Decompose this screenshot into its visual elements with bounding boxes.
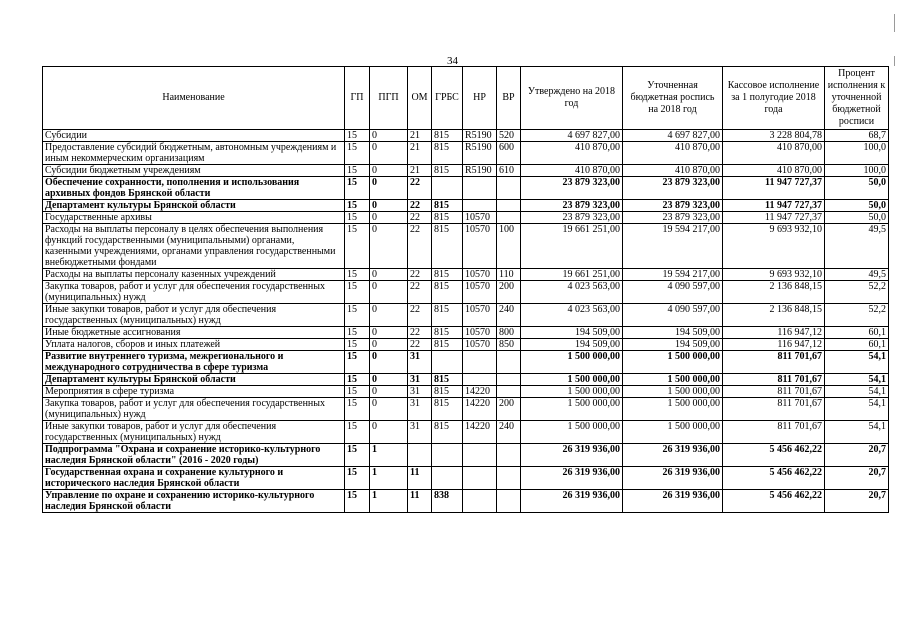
cell-approved: 1 500 000,00	[521, 351, 623, 374]
cell-approved: 4 023 563,00	[521, 304, 623, 327]
cell-nr: 10570	[463, 304, 497, 327]
cell-gp: 15	[345, 339, 370, 351]
cell-vr: 240	[497, 304, 521, 327]
cell-percent: 100,0	[825, 142, 889, 165]
cell-vr: 240	[497, 421, 521, 444]
cell-executed: 811 701,67	[723, 374, 825, 386]
cell-nr	[463, 200, 497, 212]
cell-percent: 50,0	[825, 177, 889, 200]
cell-vr	[497, 490, 521, 513]
cell-name: Субсидии	[43, 130, 345, 142]
cell-approved: 1 500 000,00	[521, 386, 623, 398]
cell-vr: 200	[497, 398, 521, 421]
cell-refined: 26 319 936,00	[623, 444, 723, 467]
cell-approved: 1 500 000,00	[521, 398, 623, 421]
header-grbs: ГРБС	[432, 67, 463, 130]
cell-nr	[463, 490, 497, 513]
cell-name: Обеспечение сохранности, пополнения и использования архивных фондов Брянской области	[43, 177, 345, 200]
cell-refined: 26 319 936,00	[623, 467, 723, 490]
cell-percent: 49,5	[825, 224, 889, 269]
header-gp: ГП	[345, 67, 370, 130]
cell-vr: 610	[497, 165, 521, 177]
table-row	[43, 130, 889, 142]
cell-name: Закупка товаров, работ и услуг для обеспечения государственных (муниципальных) нужд	[43, 398, 345, 421]
cell-nr: 14220	[463, 421, 497, 444]
cell-name: Управление по охране и сохранению историко-культурного наследия Брянской области	[43, 490, 345, 513]
cell-nr	[463, 177, 497, 200]
cell-executed: 11 947 727,37	[723, 177, 825, 200]
cell-name: Департамент культуры Брянской области	[43, 200, 345, 212]
cell-nr: 10570	[463, 327, 497, 339]
cell-refined: 1 500 000,00	[623, 374, 723, 386]
cell-vr	[497, 351, 521, 374]
header-om: ОМ	[408, 67, 432, 130]
cell-om: 31	[408, 374, 432, 386]
cell-nr	[463, 374, 497, 386]
header-nr: НР	[463, 67, 497, 130]
cell-executed: 811 701,67	[723, 421, 825, 444]
cell-name: Уплата налогов, сборов и иных платежей	[43, 339, 345, 351]
cell-executed: 410 870,00	[723, 165, 825, 177]
cell-gp: 15	[345, 269, 370, 281]
cell-grbs: 815	[432, 421, 463, 444]
cell-vr: 850	[497, 339, 521, 351]
cell-pgp: 0	[370, 339, 408, 351]
cell-vr	[497, 200, 521, 212]
cell-grbs	[432, 351, 463, 374]
cell-gp: 15	[345, 224, 370, 269]
cell-vr	[497, 177, 521, 200]
cell-executed: 2 136 848,15	[723, 304, 825, 327]
cell-refined: 194 509,00	[623, 339, 723, 351]
cell-nr: 10570	[463, 339, 497, 351]
cell-grbs	[432, 177, 463, 200]
cell-grbs: 815	[432, 398, 463, 421]
cell-vr: 800	[497, 327, 521, 339]
cell-pgp: 1	[370, 467, 408, 490]
cell-grbs	[432, 467, 463, 490]
cell-pgp: 0	[370, 177, 408, 200]
cell-pgp: 0	[370, 281, 408, 304]
table-row	[43, 327, 889, 339]
cell-om: 22	[408, 327, 432, 339]
cell-vr	[497, 467, 521, 490]
cell-approved: 1 500 000,00	[521, 421, 623, 444]
cell-executed: 9 693 932,10	[723, 224, 825, 269]
cell-pgp: 0	[370, 269, 408, 281]
cell-name: Иные бюджетные ассигнования	[43, 327, 345, 339]
cell-gp: 15	[345, 351, 370, 374]
cell-executed: 3 228 804,78	[723, 130, 825, 142]
table-row	[43, 351, 889, 374]
cell-vr: 600	[497, 142, 521, 165]
cell-executed: 811 701,67	[723, 351, 825, 374]
cell-name: Расходы на выплаты персоналу казенных учреждений	[43, 269, 345, 281]
cell-grbs: 815	[432, 374, 463, 386]
cell-nr: 14220	[463, 398, 497, 421]
cell-pgp: 0	[370, 398, 408, 421]
cell-pgp: 0	[370, 386, 408, 398]
cell-approved: 19 661 251,00	[521, 269, 623, 281]
header-percent: Процент исполнения к уточненной бюджетной росписи	[825, 67, 889, 130]
cell-grbs: 815	[432, 130, 463, 142]
table-row	[43, 269, 889, 281]
cell-gp: 15	[345, 212, 370, 224]
cell-vr: 100	[497, 224, 521, 269]
cell-om: 22	[408, 200, 432, 212]
cell-approved: 194 509,00	[521, 339, 623, 351]
cell-executed: 5 456 462,22	[723, 490, 825, 513]
table-row	[43, 374, 889, 386]
cell-percent: 50,0	[825, 200, 889, 212]
header-approved: Утверждено на 2018 год	[521, 67, 623, 130]
cell-om: 31	[408, 421, 432, 444]
table-row	[43, 386, 889, 398]
cell-percent: 20,7	[825, 490, 889, 513]
cell-name: Государственные архивы	[43, 212, 345, 224]
budget-execution-table	[42, 66, 889, 513]
cell-om: 22	[408, 281, 432, 304]
cell-pgp: 0	[370, 374, 408, 386]
table-row	[43, 444, 889, 467]
cell-executed: 11 947 727,37	[723, 200, 825, 212]
cell-gp: 15	[345, 421, 370, 444]
cell-gp: 15	[345, 374, 370, 386]
cell-approved: 26 319 936,00	[521, 444, 623, 467]
table-row	[43, 490, 889, 513]
cell-gp: 15	[345, 444, 370, 467]
cell-grbs: 815	[432, 327, 463, 339]
cell-executed: 9 693 932,10	[723, 269, 825, 281]
cell-pgp: 0	[370, 200, 408, 212]
cell-nr	[463, 444, 497, 467]
cell-refined: 1 500 000,00	[623, 398, 723, 421]
cell-om: 31	[408, 398, 432, 421]
cell-vr	[497, 444, 521, 467]
cell-grbs: 815	[432, 200, 463, 212]
cell-percent: 49,5	[825, 269, 889, 281]
cell-grbs: 815	[432, 165, 463, 177]
cell-percent: 52,2	[825, 304, 889, 327]
cell-pgp: 0	[370, 224, 408, 269]
cell-vr: 200	[497, 281, 521, 304]
cell-refined: 1 500 000,00	[623, 421, 723, 444]
table-row	[43, 339, 889, 351]
cell-percent: 54,1	[825, 398, 889, 421]
cell-approved: 194 509,00	[521, 327, 623, 339]
cell-executed: 11 947 727,37	[723, 212, 825, 224]
cell-gp: 15	[345, 165, 370, 177]
cell-om: 22	[408, 269, 432, 281]
cell-pgp: 1	[370, 490, 408, 513]
table-row	[43, 200, 889, 212]
cell-nr: R5190	[463, 130, 497, 142]
cell-refined: 4 697 827,00	[623, 130, 723, 142]
cell-gp: 15	[345, 386, 370, 398]
cell-percent: 54,1	[825, 421, 889, 444]
cell-refined: 410 870,00	[623, 165, 723, 177]
cell-grbs	[432, 444, 463, 467]
cell-grbs: 815	[432, 212, 463, 224]
table-row	[43, 304, 889, 327]
cell-percent: 50,0	[825, 212, 889, 224]
cell-nr: 10570	[463, 269, 497, 281]
cell-executed: 410 870,00	[723, 142, 825, 165]
cell-gp: 15	[345, 398, 370, 421]
table-row	[43, 177, 889, 200]
cell-nr	[463, 351, 497, 374]
cell-gp: 15	[345, 130, 370, 142]
cell-om: 22	[408, 304, 432, 327]
scan-artifact-mark	[894, 14, 895, 32]
cell-nr: R5190	[463, 165, 497, 177]
cell-om: 22	[408, 212, 432, 224]
cell-percent: 20,7	[825, 467, 889, 490]
cell-om: 31	[408, 386, 432, 398]
cell-om: 22	[408, 339, 432, 351]
table-row	[43, 467, 889, 490]
cell-name: Расходы на выплаты персоналу в целях обеспечения выполнения функций государственными (муниципальными) органами, казенными учреждениями, органами управления государственными внебюджетными фондами	[43, 224, 345, 269]
cell-vr	[497, 374, 521, 386]
cell-grbs: 815	[432, 281, 463, 304]
cell-percent: 100,0	[825, 165, 889, 177]
cell-gp: 15	[345, 281, 370, 304]
cell-gp: 15	[345, 142, 370, 165]
cell-percent: 54,1	[825, 374, 889, 386]
cell-om: 11	[408, 467, 432, 490]
cell-approved: 4 697 827,00	[521, 130, 623, 142]
cell-name: Государственная охрана и сохранение культурного и исторического наследия Брянской области	[43, 467, 345, 490]
cell-pgp: 0	[370, 142, 408, 165]
cell-approved: 23 879 323,00	[521, 212, 623, 224]
cell-executed: 811 701,67	[723, 386, 825, 398]
cell-refined: 19 594 217,00	[623, 269, 723, 281]
cell-name: Развитие внутреннего туризма, межрегионального и международного сотрудничества в сфере туризма	[43, 351, 345, 374]
cell-nr: 10570	[463, 281, 497, 304]
cell-vr: 110	[497, 269, 521, 281]
cell-percent: 60,1	[825, 339, 889, 351]
cell-executed: 2 136 848,15	[723, 281, 825, 304]
table-row	[43, 165, 889, 177]
cell-grbs: 815	[432, 142, 463, 165]
cell-percent: 68,7	[825, 130, 889, 142]
cell-gp: 15	[345, 490, 370, 513]
cell-executed: 116 947,12	[723, 327, 825, 339]
cell-nr: 10570	[463, 212, 497, 224]
cell-executed: 116 947,12	[723, 339, 825, 351]
table-row	[43, 421, 889, 444]
cell-percent: 54,1	[825, 386, 889, 398]
cell-nr: 14220	[463, 386, 497, 398]
table-row	[43, 224, 889, 269]
cell-nr: R5190	[463, 142, 497, 165]
cell-nr: 10570	[463, 224, 497, 269]
cell-refined: 410 870,00	[623, 142, 723, 165]
cell-name: Иные закупки товаров, работ и услуг для обеспечения государственных (муниципальных) нужд	[43, 421, 345, 444]
cell-gp: 15	[345, 467, 370, 490]
cell-executed: 811 701,67	[723, 398, 825, 421]
cell-name: Департамент культуры Брянской области	[43, 374, 345, 386]
cell-name: Субсидии бюджетным учреждениям	[43, 165, 345, 177]
cell-approved: 1 500 000,00	[521, 374, 623, 386]
cell-pgp: 0	[370, 327, 408, 339]
cell-grbs: 815	[432, 269, 463, 281]
cell-approved: 26 319 936,00	[521, 490, 623, 513]
header-executed: Кассовое исполнение за 1 полугодие 2018 года	[723, 67, 825, 130]
cell-om: 11	[408, 490, 432, 513]
cell-refined: 26 319 936,00	[623, 490, 723, 513]
cell-refined: 194 509,00	[623, 327, 723, 339]
table-row	[43, 281, 889, 304]
cell-grbs: 815	[432, 224, 463, 269]
cell-nr	[463, 467, 497, 490]
cell-om: 21	[408, 142, 432, 165]
cell-approved: 19 661 251,00	[521, 224, 623, 269]
cell-pgp: 1	[370, 444, 408, 467]
cell-percent: 60,1	[825, 327, 889, 339]
cell-om	[408, 444, 432, 467]
cell-gp: 15	[345, 327, 370, 339]
cell-om: 22	[408, 224, 432, 269]
cell-percent: 20,7	[825, 444, 889, 467]
cell-refined: 23 879 323,00	[623, 200, 723, 212]
cell-gp: 15	[345, 200, 370, 212]
cell-refined: 1 500 000,00	[623, 351, 723, 374]
cell-grbs: 815	[432, 304, 463, 327]
header-pgp: ПГП	[370, 67, 408, 130]
cell-name: Подпрограмма "Охрана и сохранение историко-культурного наследия Брянской области" (2016 - 2020 годы)	[43, 444, 345, 467]
cell-name: Закупка товаров, работ и услуг для обеспечения государственных (муниципальных) нужд	[43, 281, 345, 304]
cell-om: 22	[408, 177, 432, 200]
cell-vr	[497, 212, 521, 224]
cell-refined: 1 500 000,00	[623, 386, 723, 398]
cell-om: 21	[408, 130, 432, 142]
cell-vr: 520	[497, 130, 521, 142]
cell-approved: 26 319 936,00	[521, 467, 623, 490]
cell-pgp: 0	[370, 130, 408, 142]
table-body	[43, 130, 889, 513]
header-name: Наименование	[43, 67, 345, 130]
cell-name: Предоставление субсидий бюджетным, автономным учреждениям и иным некоммерческим организациям	[43, 142, 345, 165]
cell-gp: 15	[345, 177, 370, 200]
cell-gp: 15	[345, 304, 370, 327]
cell-approved: 410 870,00	[521, 165, 623, 177]
cell-vr	[497, 386, 521, 398]
cell-approved: 410 870,00	[521, 142, 623, 165]
cell-approved: 23 879 323,00	[521, 200, 623, 212]
cell-om: 21	[408, 165, 432, 177]
cell-refined: 19 594 217,00	[623, 224, 723, 269]
table-row	[43, 142, 889, 165]
page-number: 34	[447, 55, 458, 67]
cell-pgp: 0	[370, 304, 408, 327]
cell-percent: 54,1	[825, 351, 889, 374]
cell-pgp: 0	[370, 165, 408, 177]
cell-grbs: 838	[432, 490, 463, 513]
cell-grbs: 815	[432, 386, 463, 398]
cell-grbs: 815	[432, 339, 463, 351]
cell-om: 31	[408, 351, 432, 374]
cell-refined: 23 879 323,00	[623, 177, 723, 200]
cell-pgp: 0	[370, 421, 408, 444]
cell-name: Мероприятия в сфере туризма	[43, 386, 345, 398]
header-vr: ВР	[497, 67, 521, 130]
cell-refined: 23 879 323,00	[623, 212, 723, 224]
cell-refined: 4 090 597,00	[623, 281, 723, 304]
table-row	[43, 212, 889, 224]
cell-pgp: 0	[370, 351, 408, 374]
cell-pgp: 0	[370, 212, 408, 224]
table-row	[43, 398, 889, 421]
cell-refined: 4 090 597,00	[623, 304, 723, 327]
cell-approved: 23 879 323,00	[521, 177, 623, 200]
scan-artifact-mark	[894, 56, 895, 66]
cell-name: Иные закупки товаров, работ и услуг для обеспечения государственных (муниципальных) нужд	[43, 304, 345, 327]
cell-executed: 5 456 462,22	[723, 444, 825, 467]
cell-percent: 52,2	[825, 281, 889, 304]
cell-executed: 5 456 462,22	[723, 467, 825, 490]
table-header-row	[43, 67, 889, 130]
header-refined: Уточненная бюджетная роспись на 2018 год	[623, 67, 723, 130]
cell-approved: 4 023 563,00	[521, 281, 623, 304]
